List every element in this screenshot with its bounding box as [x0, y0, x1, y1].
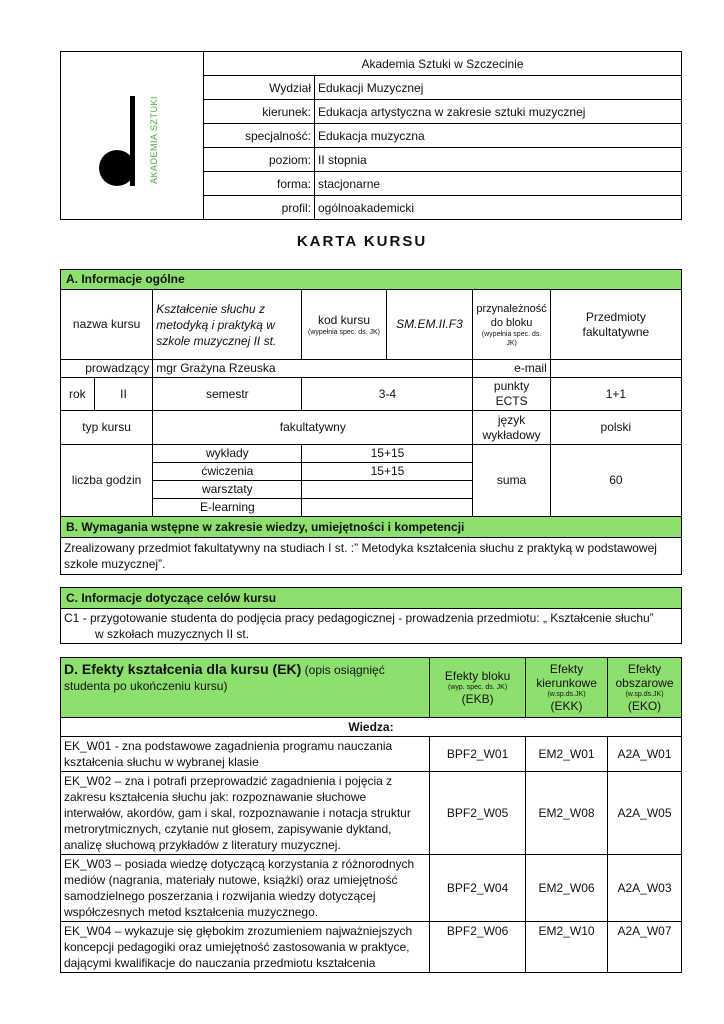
profile-label: profil: [204, 196, 315, 220]
section-c-heading: C. Informacje dotyczące celów kursu [61, 588, 682, 609]
sum-label: suma [473, 445, 550, 517]
block-value: Przedmioty fakultatywne [550, 290, 681, 360]
effect-text: EK_W03 – posiada wiedzę dotyczącą korzystania z różnorodnych mediów (nagrania, materiały nutowe, książki) oraz umiejętność samodzielnego poszerzania i rozwijania wiedzy dotyczącej współczesnych metod kształcenia muzycznego. [61, 855, 430, 922]
effect-text: EK_W04 – wykazuje się głębokim zrozumieniem najważniejszych koncepcji pedagogiki oraz umiejętność zastosowania w praktyce, dającymi kwalifikacje do nauczania przedmiotu kształcenia [61, 922, 430, 973]
lectures-label: wykłady [153, 445, 302, 463]
sum-value: 60 [550, 445, 681, 517]
table-row [61, 922, 682, 973]
year-value: II [94, 378, 153, 411]
effect-eko: A2A_W03 [608, 855, 682, 922]
effect-ekb: BPF2_W06 [430, 922, 526, 973]
effect-ekk: EM2_W01 [526, 737, 608, 772]
hours-label: liczba godzin [61, 445, 153, 517]
effect-eko: A2A_W05 [608, 772, 682, 855]
ekk-abbr: (EKK) [550, 699, 583, 713]
form-label: forma: [204, 172, 315, 196]
effect-ekk: EM2_W06 [526, 855, 608, 922]
semester-label: semestr [153, 378, 302, 411]
effect-ekb: BPF2_W05 [430, 772, 526, 855]
block-note: (wypełnia spec. ds. JK) [481, 330, 542, 347]
ekb-label: Efekty bloku [444, 669, 511, 683]
section-a-table [60, 269, 682, 517]
specialty-value: Edukacja muzyczna [315, 124, 682, 148]
section-d-heading [61, 658, 430, 718]
ekb-abbr: (EKB) [461, 692, 494, 706]
semester-value: 3-4 [302, 378, 473, 411]
eko-abbr: (EKO) [627, 699, 662, 713]
email-label: e-mail [473, 360, 550, 378]
course-code-value: SM.EM.II.F3 [386, 290, 473, 360]
section-c-table [60, 587, 682, 644]
faculty-label: Wydział [204, 76, 315, 100]
logo-text: AKADEMIA SZTUKI [149, 95, 159, 184]
eko-label: Efekty obszarowe [615, 662, 674, 690]
profile-value: ogólnoakademicki [315, 196, 682, 220]
specialty-label: specjalność: [204, 124, 315, 148]
section-b-heading: B. Wymagania wstępne w zakresie wiedzy, umiejętności i kompetencji [61, 517, 682, 538]
effect-eko: A2A_W01 [608, 737, 682, 772]
section-b-text: Zrealizowany przedmiot fakultatywny na studiach I st. :” Metodyka kształcenia słuchu z praktyką w podstawowej szkole muzycznej”. [61, 538, 682, 575]
ects-label: punkty ECTS [473, 378, 550, 411]
section-c-text-cell [61, 609, 682, 644]
effect-text: EK_W02 – zna i potrafi przeprowadzić zagadnienia i pojęcia z zakresu kształcenia słuchu jak: rozpoznawanie słuchowe interwałów, akordów, gam i skal, rozpoznawanie i notacja struktur metrorytmicznych, czytanie nut głosem, zapisywanie dyktand, analizę słuchową przykładów z literatury muzycznej. [61, 772, 430, 855]
course-name-label: nazwa kursu [61, 290, 153, 360]
block-label-cell [473, 290, 550, 360]
institution-name: Akademia Sztuki w Szczecinie [204, 52, 682, 76]
language-value: polski [550, 411, 681, 445]
section-d-table [60, 657, 682, 973]
course-type-label: typ kursu [61, 411, 153, 445]
header-table [60, 51, 682, 220]
form-value: stacjonarne [315, 172, 682, 196]
eko-note: (w.sp.ds.JK) [625, 691, 664, 698]
ekk-header [526, 658, 608, 718]
exercises-label: ćwiczenia [153, 463, 302, 481]
course-name-value: Kształcenie słuchu z metodyką i praktyką w szkole muzycznej II st. [153, 290, 302, 360]
effect-ekk: EM2_W08 [526, 772, 608, 855]
effect-ekb: BPF2_W04 [430, 855, 526, 922]
section-d-heading-normal: (opis osiągnięć studenta po ukończeniu kursu) [64, 663, 385, 693]
lectures-value: 15+15 [302, 445, 473, 463]
effect-text: EK_W01 - zna podstawowe zagadnienia programu nauczania kształcenia słuchu w wybranej klasie [61, 737, 430, 772]
year-label: rok [61, 378, 95, 411]
language-label: język wykładowy [473, 411, 550, 445]
section-b-table [60, 516, 682, 575]
elearning-label: E-learning [153, 499, 302, 517]
section-c-line1: C1 - przygotowanie studenta do podjęcia pracy pedagogicznej - prowadzenia przedmiotu: „ Kształcenie słuchu” [64, 611, 654, 625]
table-row [61, 737, 682, 772]
logo-cell [61, 52, 204, 220]
workshops-label: warsztaty [153, 481, 302, 499]
email-value [550, 360, 681, 378]
ekk-note: (w.sp.ds.JK) [547, 691, 586, 698]
table-row [61, 772, 682, 855]
academy-logo-icon [61, 56, 203, 216]
ekk-label: Efekty kierunkowe [536, 662, 597, 690]
teacher-label: prowadzący [61, 360, 153, 378]
field-label: kierunek: [204, 100, 315, 124]
knowledge-subheading: Wiedza: [61, 718, 682, 737]
ects-value: 1+1 [550, 378, 681, 411]
teacher-value: mgr Grażyna Rzeuska [153, 360, 473, 378]
section-d-heading-bold: D. Efekty kształcenia dla kursu (EK) [64, 661, 302, 677]
section-a-heading: A. Informacje ogólne [61, 270, 682, 290]
course-type-value: fakultatywny [153, 411, 473, 445]
course-code-label: kod kursu [317, 312, 371, 327]
exercises-value: 15+15 [302, 463, 473, 481]
course-code-label-cell [302, 290, 386, 360]
eko-header [608, 658, 682, 718]
field-value: Edukacja artystyczna w zakresie sztuki muzycznej [315, 100, 682, 124]
elearning-value [302, 499, 473, 517]
course-code-note: (wypełnia spec. ds. JK) [308, 328, 380, 336]
effect-ekb: BPF2_W01 [430, 737, 526, 772]
level-label: poziom: [204, 148, 315, 172]
level-value: II stopnia [315, 148, 682, 172]
workshops-value [302, 481, 473, 499]
effect-ekk: EM2_W10 [526, 922, 608, 973]
ekb-note: (wyp. spec. ds. JK) [448, 684, 508, 691]
section-c-line2: w szkołach muzycznych II st. [95, 627, 250, 641]
faculty-value: Edukacji Muzycznej [315, 76, 682, 100]
table-row [61, 855, 682, 922]
page-title: KARTA KURSU [296, 233, 428, 250]
block-label: przynależność do bloku [476, 302, 547, 329]
effect-eko: A2A_W07 [608, 922, 682, 973]
ekb-header [430, 658, 526, 718]
